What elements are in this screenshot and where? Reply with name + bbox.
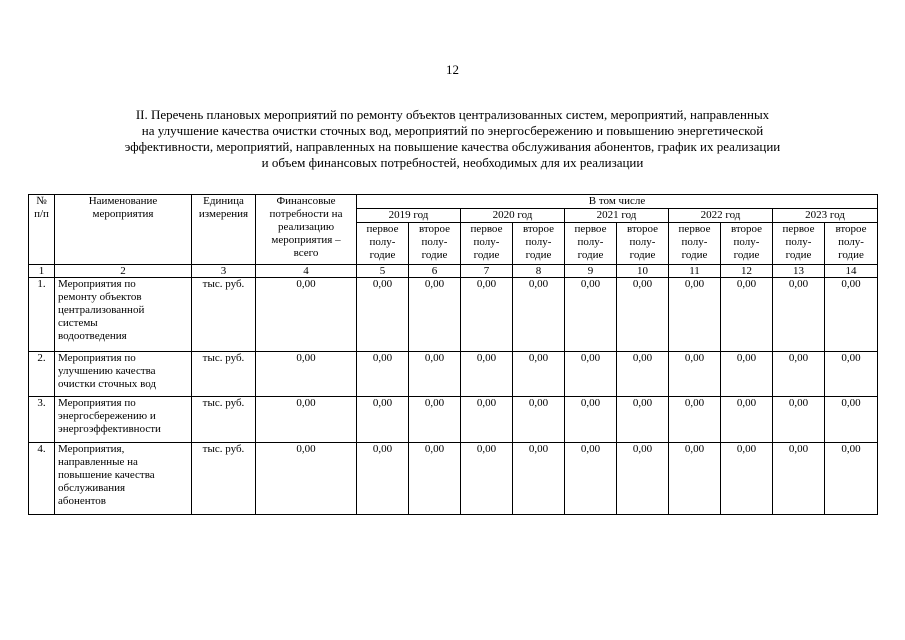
row-value: 0,00 [461, 278, 513, 352]
column-number: 5 [357, 265, 409, 278]
row-value: 0,00 [461, 397, 513, 443]
column-number: 14 [825, 265, 878, 278]
row-value: 0,00 [357, 443, 409, 515]
heading-line: II. Перечень плановых мероприятий по ремонту объектов централизованных систем, мероприятий, направленных [135, 107, 770, 122]
row-value: 0,00 [773, 278, 825, 352]
table-row [29, 397, 878, 443]
row-value: 0,00 [617, 352, 669, 397]
column-number: 3 [192, 265, 256, 278]
row-name: Мероприятия по улучшению качества очистки сточных вод [55, 352, 192, 397]
header-year: 2022 год [669, 209, 773, 223]
header-year: 2020 год [461, 209, 565, 223]
column-number: 8 [513, 265, 565, 278]
table-row [29, 443, 878, 515]
row-value: 0,00 [825, 352, 878, 397]
row-total: 0,00 [256, 397, 357, 443]
row-number: 1. [29, 278, 55, 352]
row-unit: тыс. руб. [192, 443, 256, 515]
column-number: 10 [617, 265, 669, 278]
row-value: 0,00 [409, 397, 461, 443]
heading-line: эффективности, мероприятий, направленных на повышение качества обслуживания абонентов, график их реализации [124, 139, 781, 154]
row-value: 0,00 [513, 397, 565, 443]
row-value: 0,00 [565, 352, 617, 397]
heading-line: на улучшение качества очистки сточных вод, мероприятий по энергосбережению и повышению энергетической [141, 123, 764, 138]
header-row [29, 195, 878, 209]
row-total: 0,00 [256, 443, 357, 515]
row-value: 0,00 [357, 397, 409, 443]
column-number: 4 [256, 265, 357, 278]
column-numbers-row [29, 265, 878, 278]
row-value: 0,00 [409, 352, 461, 397]
table-row [29, 352, 878, 397]
row-value: 0,00 [409, 278, 461, 352]
header-first-half: первое полу- годие [669, 223, 721, 265]
row-value: 0,00 [461, 352, 513, 397]
header-year: 2019 год [357, 209, 461, 223]
row-value: 0,00 [825, 443, 878, 515]
row-value: 0,00 [721, 397, 773, 443]
row-value: 0,00 [617, 397, 669, 443]
row-total: 0,00 [256, 278, 357, 352]
row-unit: тыс. руб. [192, 352, 256, 397]
column-number: 13 [773, 265, 825, 278]
header-unit: Единица измерения [192, 195, 256, 265]
table-row [29, 278, 878, 352]
row-value: 0,00 [513, 278, 565, 352]
row-value: 0,00 [669, 443, 721, 515]
row-name: Мероприятия по энергосбережению и энергоэффективности [55, 397, 192, 443]
header-no: № п/п [29, 195, 55, 265]
header-including: В том числе [357, 195, 878, 209]
row-value: 0,00 [773, 397, 825, 443]
row-name: Мероприятия по ремонту объектов централизованной системы водоотведения [55, 278, 192, 352]
header-second-half: второе полу- годие [825, 223, 878, 265]
column-number: 7 [461, 265, 513, 278]
row-number: 3. [29, 397, 55, 443]
header-name: Наименование мероприятия [55, 195, 192, 265]
row-value: 0,00 [669, 397, 721, 443]
header-first-half: первое полу- годие [357, 223, 409, 265]
row-value: 0,00 [461, 443, 513, 515]
row-value: 0,00 [773, 352, 825, 397]
column-number: 12 [721, 265, 773, 278]
column-number: 6 [409, 265, 461, 278]
row-value: 0,00 [721, 443, 773, 515]
row-total: 0,00 [256, 352, 357, 397]
row-unit: тыс. руб. [192, 397, 256, 443]
header-financial-needs: Финансовые потребности на реализацию мероприятия – всего [256, 195, 357, 265]
column-number: 1 [29, 265, 55, 278]
row-value: 0,00 [669, 352, 721, 397]
row-value: 0,00 [565, 397, 617, 443]
row-unit: тыс. руб. [192, 278, 256, 352]
row-value: 0,00 [409, 443, 461, 515]
header-second-half: второе полу- годие [513, 223, 565, 265]
plan-table [28, 194, 878, 515]
page-number: 12 [446, 62, 459, 77]
row-value: 0,00 [825, 278, 878, 352]
header-year: 2021 год [565, 209, 669, 223]
section-heading [0, 107, 905, 171]
header-second-half: второе полу- годие [721, 223, 773, 265]
column-number: 11 [669, 265, 721, 278]
header-first-half: первое полу- годие [461, 223, 513, 265]
row-number: 2. [29, 352, 55, 397]
header-second-half: второе полу- годие [617, 223, 669, 265]
row-value: 0,00 [565, 443, 617, 515]
row-value: 0,00 [721, 352, 773, 397]
row-value: 0,00 [617, 278, 669, 352]
header-first-half: первое полу- годие [565, 223, 617, 265]
row-number: 4. [29, 443, 55, 515]
row-value: 0,00 [825, 397, 878, 443]
row-value: 0,00 [565, 278, 617, 352]
heading-line: и объем финансовых потребностей, необходимых для их реализации [261, 155, 644, 170]
column-number: 9 [565, 265, 617, 278]
row-value: 0,00 [617, 443, 669, 515]
row-value: 0,00 [721, 278, 773, 352]
header-second-half: второе полу- годие [409, 223, 461, 265]
row-value: 0,00 [357, 278, 409, 352]
row-name: Мероприятия, направленные на повышение качества обслуживания абонентов [55, 443, 192, 515]
row-value: 0,00 [513, 352, 565, 397]
column-number: 2 [55, 265, 192, 278]
row-value: 0,00 [513, 443, 565, 515]
header-year: 2023 год [773, 209, 878, 223]
row-value: 0,00 [357, 352, 409, 397]
row-value: 0,00 [669, 278, 721, 352]
row-value: 0,00 [773, 443, 825, 515]
header-first-half: первое полу- годие [773, 223, 825, 265]
